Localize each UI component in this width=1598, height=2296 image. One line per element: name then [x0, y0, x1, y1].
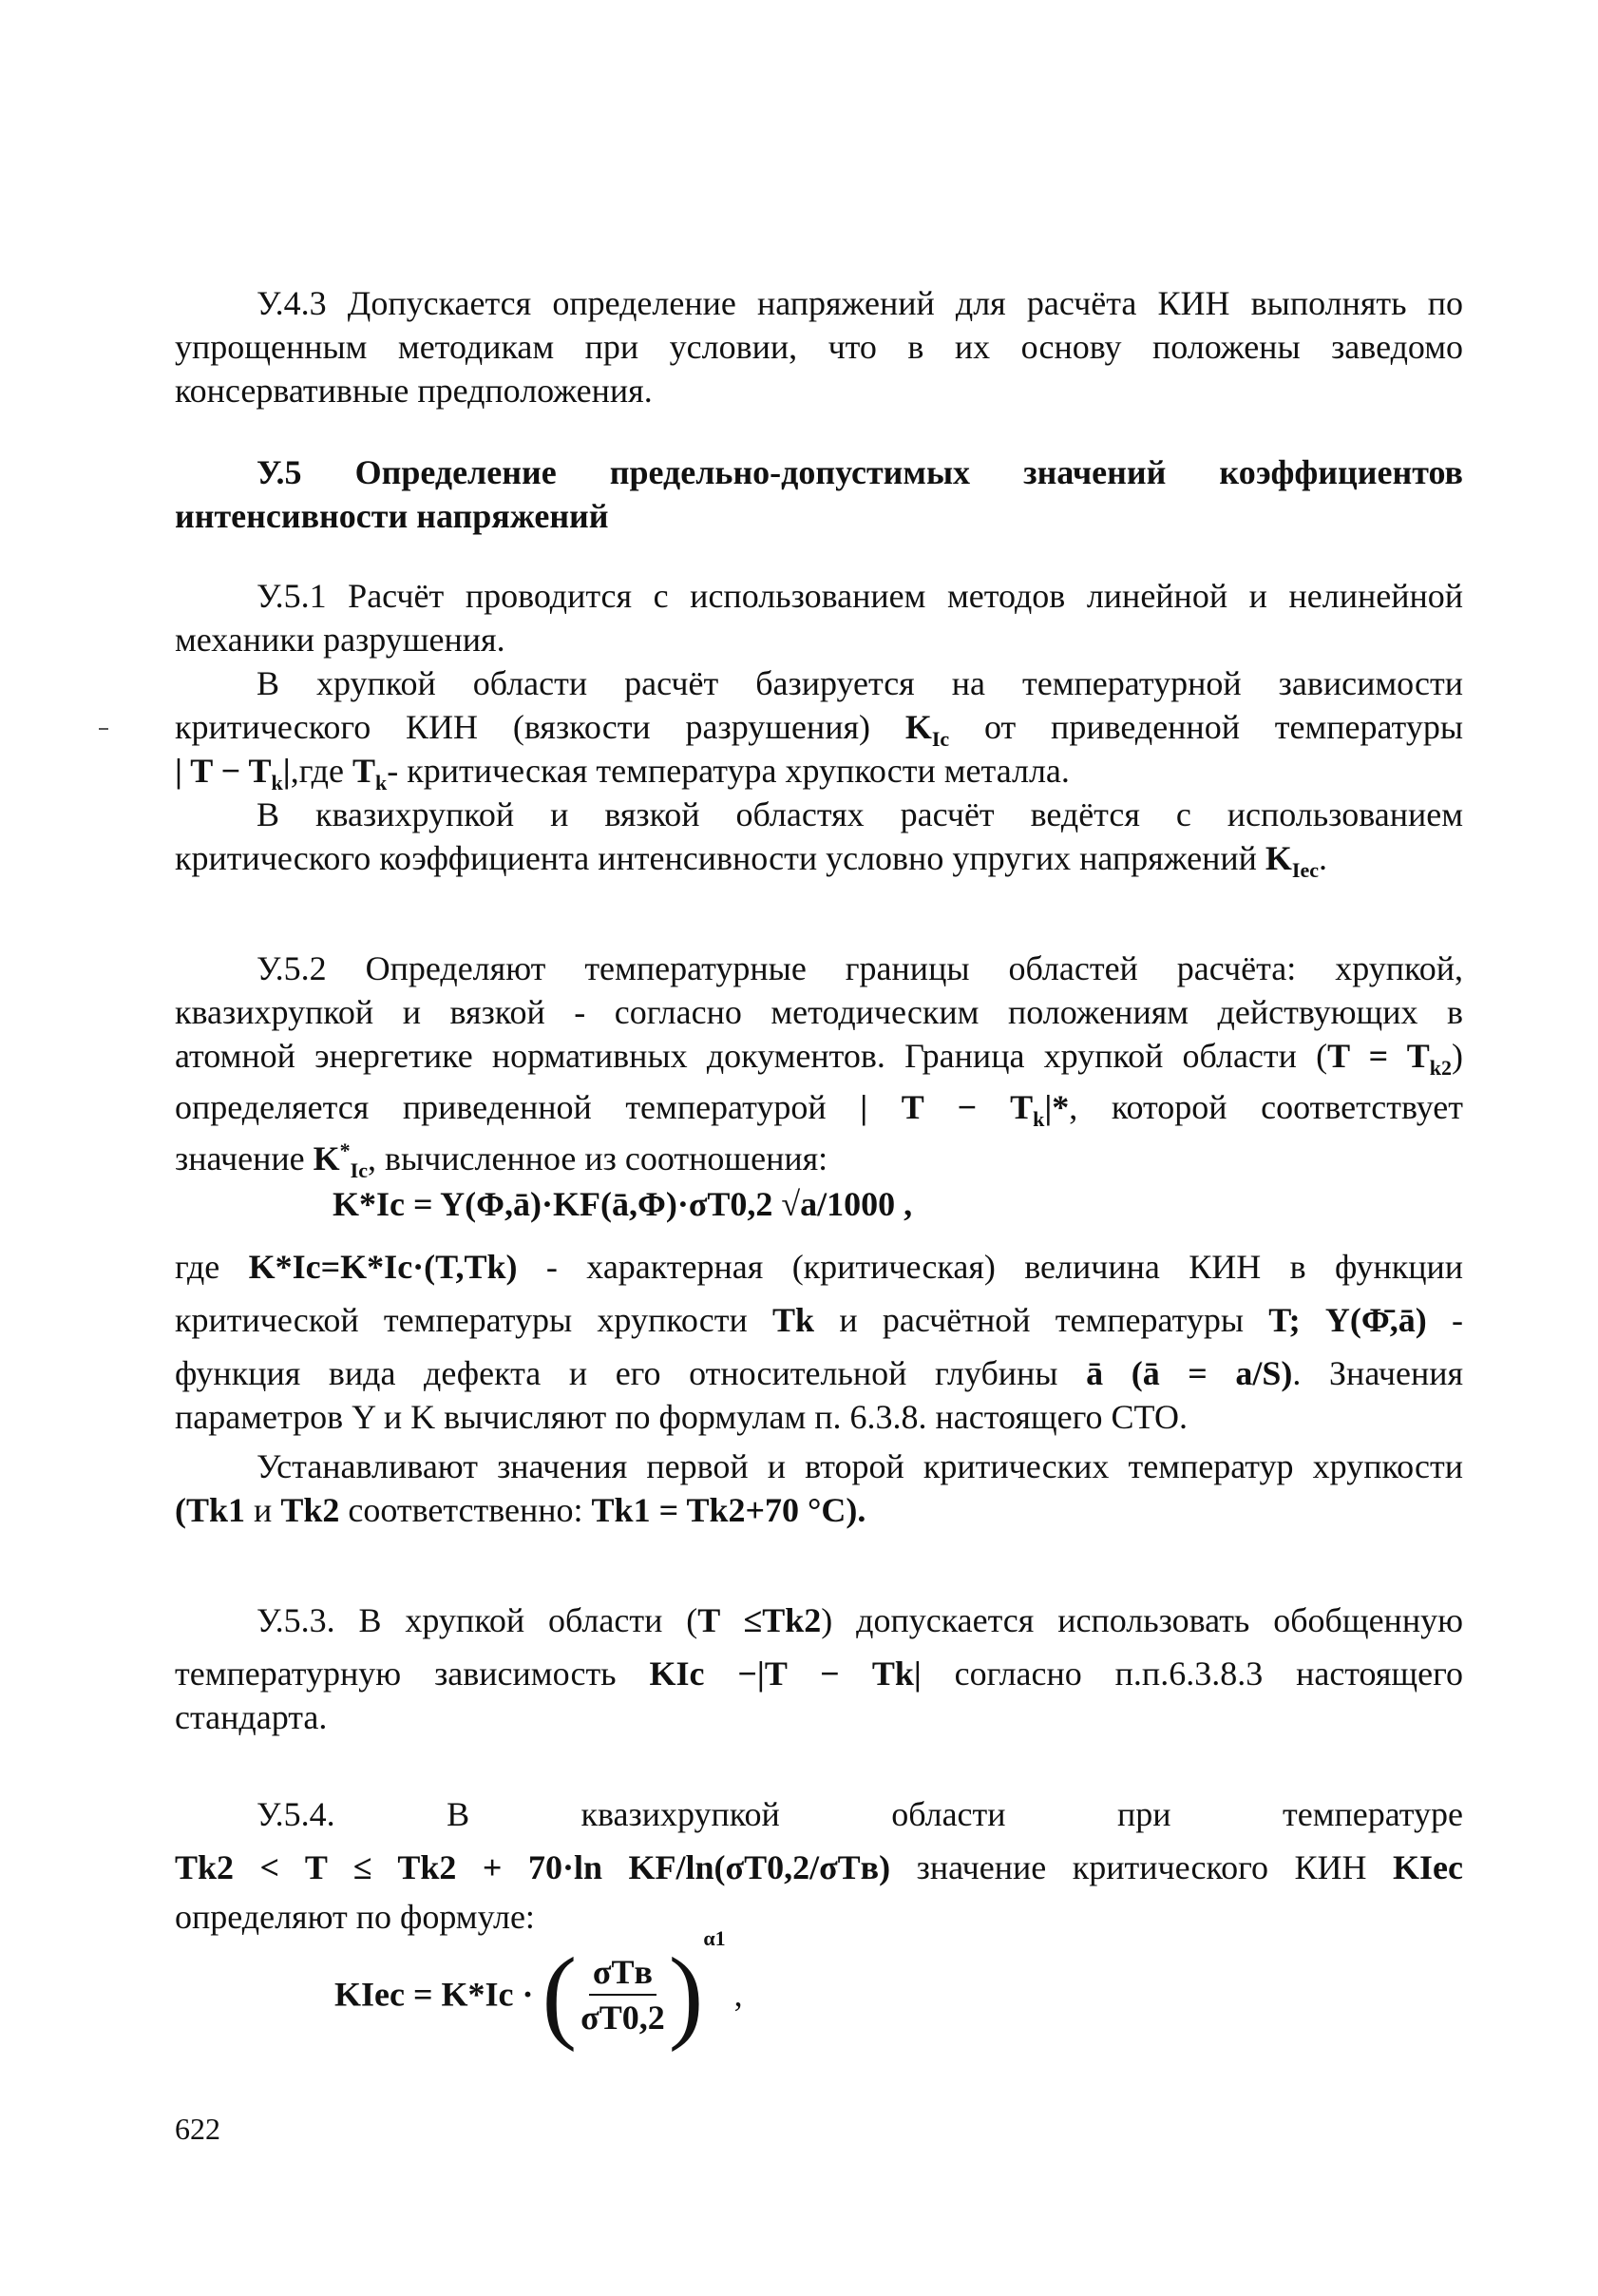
text-line: У.5.1 Расчёт проводится с использованием методов линейной и нелинейной: [257, 577, 1463, 615]
text-line: функция вида дефекта и его относительной глубины ā (ā = a/S). Значения: [175, 1354, 1464, 1392]
text-line: критической температуры хрупкости Tk и расчётной температуры T; Y(Φ̄,ā) -: [175, 1301, 1464, 1339]
heading-line: У.5 Определение предельно-допустимых значений коэффициентов: [257, 453, 1463, 491]
text-line: У.5.2 Определяют температурные границы областей расчёта: хрупкой,: [257, 949, 1463, 987]
text-line: определяют по формуле:: [175, 1898, 535, 1936]
text-line: температурную зависимость KIc −|T − Tk| согласно п.п.6.3.8.3 настоящего: [175, 1655, 1464, 1693]
text-line: Tk2 < T ≤ Tk2 + 70·ln KF/ln(σT0,2/σTв) значение критического КИН KIec: [175, 1848, 1464, 1886]
paragraph-u4-3: [175, 281, 1463, 412]
fraction: $\frac{\text{σTв}}{\sigma T0,2}$: [580, 1950, 665, 2039]
formula-kic-star: K*Ic = Y(Φ,ā)·KF(ā,Φ)·σT0,2 √a/1000 ,: [333, 1185, 913, 1223]
formula-kiec: KIec = K*Ic · ( $\frac{\text{σTв}}{\sigma T0,2}$ )$^{\alpha 1}$ ,: [334, 1926, 743, 2053]
text-line: где K*Ic=K*Ic·(T,Tk) - характерная (критическая) величина КИН в функции: [175, 1248, 1464, 1286]
page-number: 622: [175, 2112, 220, 2146]
text-line: (Tk1 и Tk2 соответственно: Tk1 = Tk2+70 °C).: [175, 1491, 866, 1529]
text-line: параметров Y и K вычисляют по формулам п. 6.3.8. настоящего СТО.: [175, 1398, 1188, 1436]
paragraph-u5-2: [175, 947, 1464, 1183]
kic-symbol: $K_{Ic}$: [904, 708, 950, 752]
text-line: В хрупкой области расчёт базируется на температурной зависимости: [257, 664, 1463, 702]
paragraph-u5-4: [175, 1792, 1463, 1939]
text-line: определяется приведенной температурой | $T - T_k|*$, которой соответствует: [175, 1088, 1464, 1132]
text-line: критического коэффициента интенсивности условно упругих напряжений $K_{Iec}$.: [175, 839, 1328, 883]
paragraph-u5-3: [175, 1598, 1463, 1739]
paragraph-u5-1: [175, 574, 1464, 883]
text-line: квазихрупкой и вязкой - согласно методическим положениям действующих в: [175, 993, 1463, 1031]
text-line: атомной энергетике нормативных документов. Граница хрупкой области $(T = T_{k2})$: [175, 1037, 1463, 1081]
text-run: критического КИН (вязкости разрушения): [175, 708, 871, 746]
text-line: [175, 705, 1464, 752]
text-line: Устанавливают значения первой и второй критических температур хрупкости: [257, 1447, 1463, 1485]
kic-star-symbol: $K^*_{Ic}$: [313, 1138, 368, 1183]
text-line: стандарта.: [175, 1698, 328, 1736]
text-line: В квазихрупкой и вязкой областях расчёт ведётся с использованием: [257, 795, 1463, 833]
tk-symbol: $T_k$: [352, 752, 388, 795]
text-line: У.4.3 Допускается определение напряжений для расчёта КИН выполнять по: [257, 284, 1463, 322]
paragraph-u5-2-cont: [175, 1245, 1463, 1532]
heading-line: интенсивности напряжений: [175, 497, 609, 535]
text-line: упрощенным методикам при условии, что в их основу положены заведомо: [175, 328, 1463, 366]
text-line: У.5.4. В квазихрупкой области при температуре: [257, 1795, 1463, 1833]
kic-star-definition: K*Ic=K*Ic·(T,Tk): [248, 1248, 518, 1286]
text-line: У.5.3. В хрупкой области (T ≤Tk2) допускается использовать обобщенную: [257, 1601, 1463, 1639]
kiec-symbol: $K_{Iec}$: [1265, 839, 1320, 883]
text-run: от приведенной температуры: [983, 708, 1464, 746]
margin-mark: [99, 728, 108, 730]
reduced-temperature-symbol: | $T - T_k|$: [175, 752, 291, 795]
section-heading-u5: [175, 450, 1463, 538]
text-line: механики разрушения.: [175, 621, 505, 659]
text-line: консервативные предположения.: [175, 372, 653, 410]
text-line: | $T - T_k|,где$ $T_k-$ критическая температура хрупкости металла.: [175, 752, 1070, 795]
text-line: значение $K^*_{Ic}$, вычисленное из соотношения:: [175, 1138, 828, 1183]
tk2-symbol: $T = T_{k2}$: [1327, 1037, 1452, 1081]
reduced-temperature-symbol: | $T - T_k|*$: [860, 1088, 1070, 1132]
